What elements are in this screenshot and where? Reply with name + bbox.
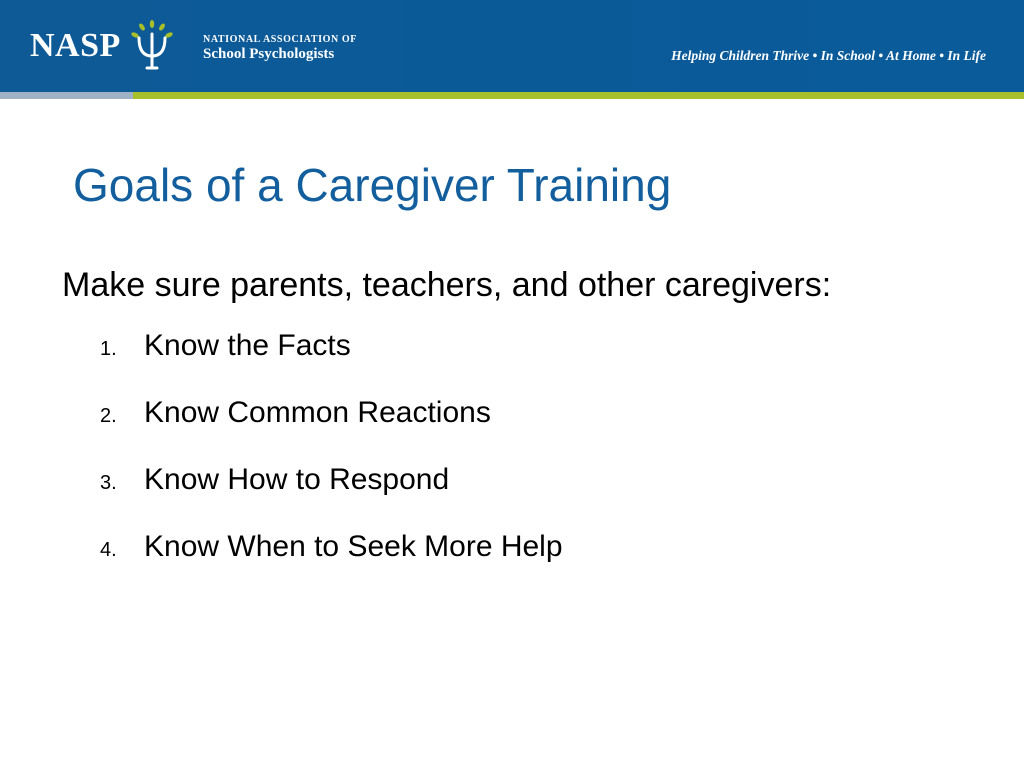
organization-name bbox=[203, 34, 357, 63]
goal-number: 1. bbox=[100, 338, 117, 360]
goal-number: 4. bbox=[100, 539, 117, 561]
goal-list bbox=[100, 329, 563, 597]
header-banner bbox=[0, 0, 1024, 92]
goal-text: Know Common Reactions bbox=[144, 396, 491, 429]
goal-text: Know When to Seek More Help bbox=[144, 530, 563, 563]
stripe-green-segment bbox=[133, 92, 1024, 99]
header-accent-stripe bbox=[0, 92, 1024, 99]
tagline: Helping Children Thrive • In School • At Home • In Life bbox=[671, 48, 986, 63]
goal-text: Know How to Respond bbox=[144, 463, 450, 496]
logo-wordmark: NASP bbox=[30, 27, 121, 64]
goal-item bbox=[100, 530, 563, 597]
nasp-logo bbox=[30, 18, 177, 74]
goal-item bbox=[100, 396, 563, 463]
goal-item bbox=[100, 463, 563, 530]
goal-number: 2. bbox=[100, 405, 117, 427]
intro-text: Make sure parents, teachers, and other caregivers: bbox=[62, 266, 832, 304]
org-name-line1: NATIONAL ASSOCIATION OF bbox=[203, 34, 358, 45]
slide-title: Goals of a Caregiver Training bbox=[73, 159, 672, 211]
psi-logo-icon bbox=[127, 18, 177, 74]
goal-item bbox=[100, 329, 563, 396]
goal-text: Know the Facts bbox=[144, 329, 351, 362]
org-name-line2: School Psychologists bbox=[203, 45, 335, 62]
goal-number: 3. bbox=[100, 472, 117, 494]
stripe-gray-segment bbox=[0, 92, 133, 99]
